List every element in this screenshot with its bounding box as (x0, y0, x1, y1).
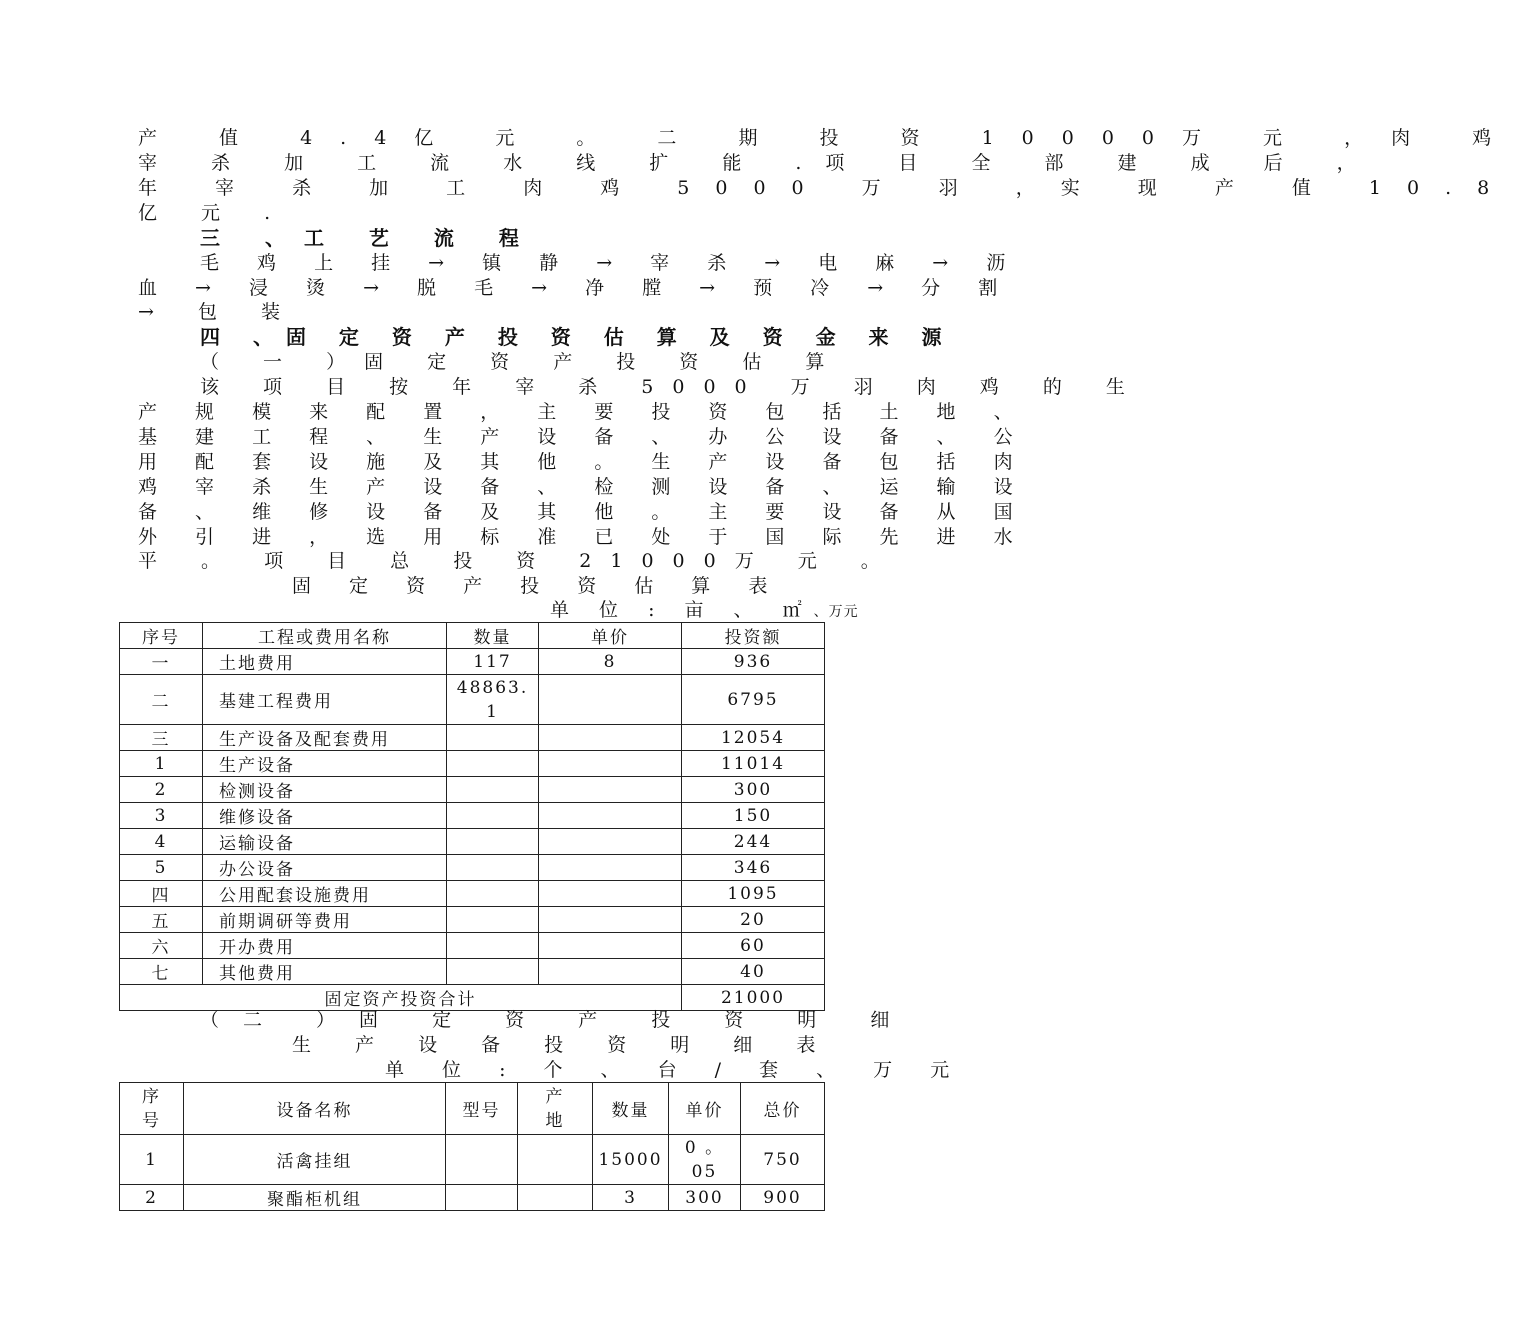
section4-para-line-1: 该 项 目 按 年 宰 杀 5000 万 羽 肉 鸡 的 生 (200, 376, 1144, 398)
table-row (120, 803, 825, 829)
row-name: 检测设备 (203, 777, 447, 803)
table1-total-row (120, 985, 825, 1011)
row-origin (518, 1135, 593, 1185)
total-amount: 21000 (682, 985, 825, 1011)
section4-para-line-3: 基 建 工 程 、 生 产 设 备 、 办 公 设 备 、 公 (138, 426, 1029, 448)
table-row (120, 649, 825, 675)
table2-header-origin: 产 地 (518, 1083, 593, 1135)
row-price: 0 。 05 (669, 1135, 741, 1185)
row-name: 运输设备 (203, 829, 447, 855)
row-price (539, 751, 682, 777)
row-qty (447, 933, 539, 959)
row-qty (447, 959, 539, 985)
row-name: 维修设备 (203, 803, 447, 829)
row-qty: 117 (447, 649, 539, 675)
row-amount: 150 (682, 803, 825, 829)
row-no: 六 (120, 933, 203, 959)
section4-para-line-4: 用 配 套 设 施 及 其 他 。 生 产 设 备 包 括 肉 (138, 451, 1029, 473)
total-label: 固定资产投资合计 (120, 985, 682, 1011)
row-no: 4 (120, 829, 203, 855)
row-name: 办公设备 (203, 855, 447, 881)
table1-header-row (120, 623, 825, 649)
table-row (120, 933, 825, 959)
section4-para-line-6: 备 、 维 修 设 备 及 其 他 。 主 要 设 备 从 国 (138, 501, 1029, 523)
row-qty (447, 855, 539, 881)
row-price (539, 675, 682, 725)
section4-sub1-heading: （ 一 ）固 定 资 产 投 资 估 算 (200, 351, 844, 373)
section4-para-line-7: 外 引 进 ， 选 用 标 准 已 处 于 国 际 先 进 水 (138, 526, 1029, 548)
row-name: 土地费用 (203, 649, 447, 675)
table2-title: 生 产 设 备 投 资 明 细 表 (292, 1034, 835, 1056)
table2-header-price: 单价 (669, 1083, 741, 1135)
row-price (539, 777, 682, 803)
row-qty: 15000 (593, 1135, 669, 1185)
row-qty (447, 829, 539, 855)
row-total: 750 (741, 1135, 825, 1185)
row-amount: 20 (682, 907, 825, 933)
table-row (120, 855, 825, 881)
row-qty (447, 777, 539, 803)
row-no: 1 (120, 1135, 184, 1185)
table-row (120, 829, 825, 855)
section4-sub2-heading: （二 ）固 定 资 产 投 资 明 细 (200, 1009, 914, 1031)
row-no: 1 (120, 751, 203, 777)
row-name: 前期调研等费用 (203, 907, 447, 933)
row-price (539, 907, 682, 933)
section4-heading: 四 、固 定 资 产 投 资 估 算 及 资 金 来 源 (200, 325, 955, 349)
section3-line-2: 血 → 浸 烫 → 脱 毛 → 净 膛 → 预 冷 → 分 割 (138, 277, 1014, 299)
row-name: 生产设备及配套费用 (203, 725, 447, 751)
table1-unit-suffix: 、万元 (813, 604, 859, 620)
table2-header-row (120, 1083, 825, 1135)
table2-header-qty: 数量 (593, 1083, 669, 1135)
row-price (539, 803, 682, 829)
row-amount: 12054 (682, 725, 825, 751)
row-amount: 300 (682, 777, 825, 803)
table1-header-no: 序号 (120, 623, 203, 649)
row-price (539, 855, 682, 881)
intro-line-2: 宰 杀 加 工 流 水 线 扩 能 .项 目 全 部 建 成 后 ， (138, 152, 1380, 174)
section4-para-line-8: 平 。 项 目 总 投 资 21000万 元 。 (138, 550, 899, 572)
table2-header-total: 总价 (741, 1083, 825, 1135)
table1-header-amount: 投资额 (682, 623, 825, 649)
section4-para-line-2: 产 规 模 来 配 置 ， 主 要 投 资 包 括 土 地 、 (138, 401, 1029, 423)
row-model (446, 1135, 518, 1185)
row-amount: 11014 (682, 751, 825, 777)
fixed-asset-estimate-table (119, 622, 825, 1011)
row-no: 三 (120, 725, 203, 751)
row-no: 2 (120, 1185, 184, 1211)
row-no: 二 (120, 675, 203, 725)
row-qty: 3 (593, 1185, 669, 1211)
row-name: 生产设备 (203, 751, 447, 777)
section3-heading: 三 、工 艺 流 程 (200, 226, 538, 250)
table-row (120, 1135, 825, 1185)
section4-para-line-5: 鸡 宰 杀 生 产 设 备 、 检 测 设 备 、 运 输 设 (138, 476, 1029, 498)
row-qty (447, 751, 539, 777)
table-row (120, 725, 825, 751)
table1-header-name: 工程或费用名称 (203, 623, 447, 649)
row-total: 900 (741, 1185, 825, 1211)
row-amount: 346 (682, 855, 825, 881)
table2-header-model: 型号 (446, 1083, 518, 1135)
row-name: 公用配套设施费用 (203, 881, 447, 907)
row-price (539, 829, 682, 855)
table1-title: 固 定 资 产 投 资 估 算 表 (292, 575, 784, 597)
row-price (539, 881, 682, 907)
row-price (539, 959, 682, 985)
row-no: 2 (120, 777, 203, 803)
row-price (539, 725, 682, 751)
intro-line-3: 年 宰 杀 加 工 肉 鸡 5000 万 羽 ，实 现 产 值 10.8 (138, 177, 1516, 199)
table1-header-price: 单价 (539, 623, 682, 649)
section3-line-1: 毛 鸡 上 挂 → 镇 静 → 宰 杀 → 电 麻 → 沥 (200, 252, 1022, 274)
row-origin (518, 1185, 593, 1211)
row-qty (447, 907, 539, 933)
row-name: 基建工程费用 (203, 675, 447, 725)
table2-header-name: 设备名称 (184, 1083, 446, 1135)
table1-unit (550, 598, 859, 624)
table2-unit: 单 位 : 个 、 台 / 套 、 万 元 (385, 1059, 966, 1081)
table-row (120, 751, 825, 777)
row-amount: 244 (682, 829, 825, 855)
row-qty: 48863. 1 (447, 675, 539, 725)
row-no: 五 (120, 907, 203, 933)
row-no: 四 (120, 881, 203, 907)
table-row (120, 777, 825, 803)
row-qty (447, 803, 539, 829)
table-row (120, 1185, 825, 1211)
equipment-detail-table (119, 1082, 825, 1211)
row-qty (447, 881, 539, 907)
row-amount: 60 (682, 933, 825, 959)
row-amount: 936 (682, 649, 825, 675)
row-amount: 6795 (682, 675, 825, 725)
row-amount: 1095 (682, 881, 825, 907)
row-name: 其他费用 (203, 959, 447, 985)
table-row (120, 907, 825, 933)
row-name: 开办费用 (203, 933, 447, 959)
row-no: 七 (120, 959, 203, 985)
table-row (120, 959, 825, 985)
row-no: 一 (120, 649, 203, 675)
table2-header-no: 序 号 (120, 1083, 184, 1135)
table1-unit-prefix: 单 位 : 亩 、 ㎡ (550, 599, 814, 621)
row-price (539, 933, 682, 959)
section3-line-3: → 包 装 (138, 301, 299, 323)
row-model (446, 1185, 518, 1211)
row-amount: 40 (682, 959, 825, 985)
row-qty (447, 725, 539, 751)
row-price: 300 (669, 1185, 741, 1211)
row-price: 8 (539, 649, 682, 675)
intro-line-1: 产 值 4.4亿 元 。 二 期 投 资 10000万 元 ，肉 鸡 (138, 127, 1519, 149)
row-no: 3 (120, 803, 203, 829)
row-name: 活禽挂组 (184, 1135, 446, 1185)
table-row (120, 675, 825, 725)
table1-header-qty: 数量 (447, 623, 539, 649)
row-no: 5 (120, 855, 203, 881)
row-name: 聚酯柜机组 (184, 1185, 446, 1211)
intro-line-4: 亿 元 . (138, 202, 290, 224)
table-row (120, 881, 825, 907)
